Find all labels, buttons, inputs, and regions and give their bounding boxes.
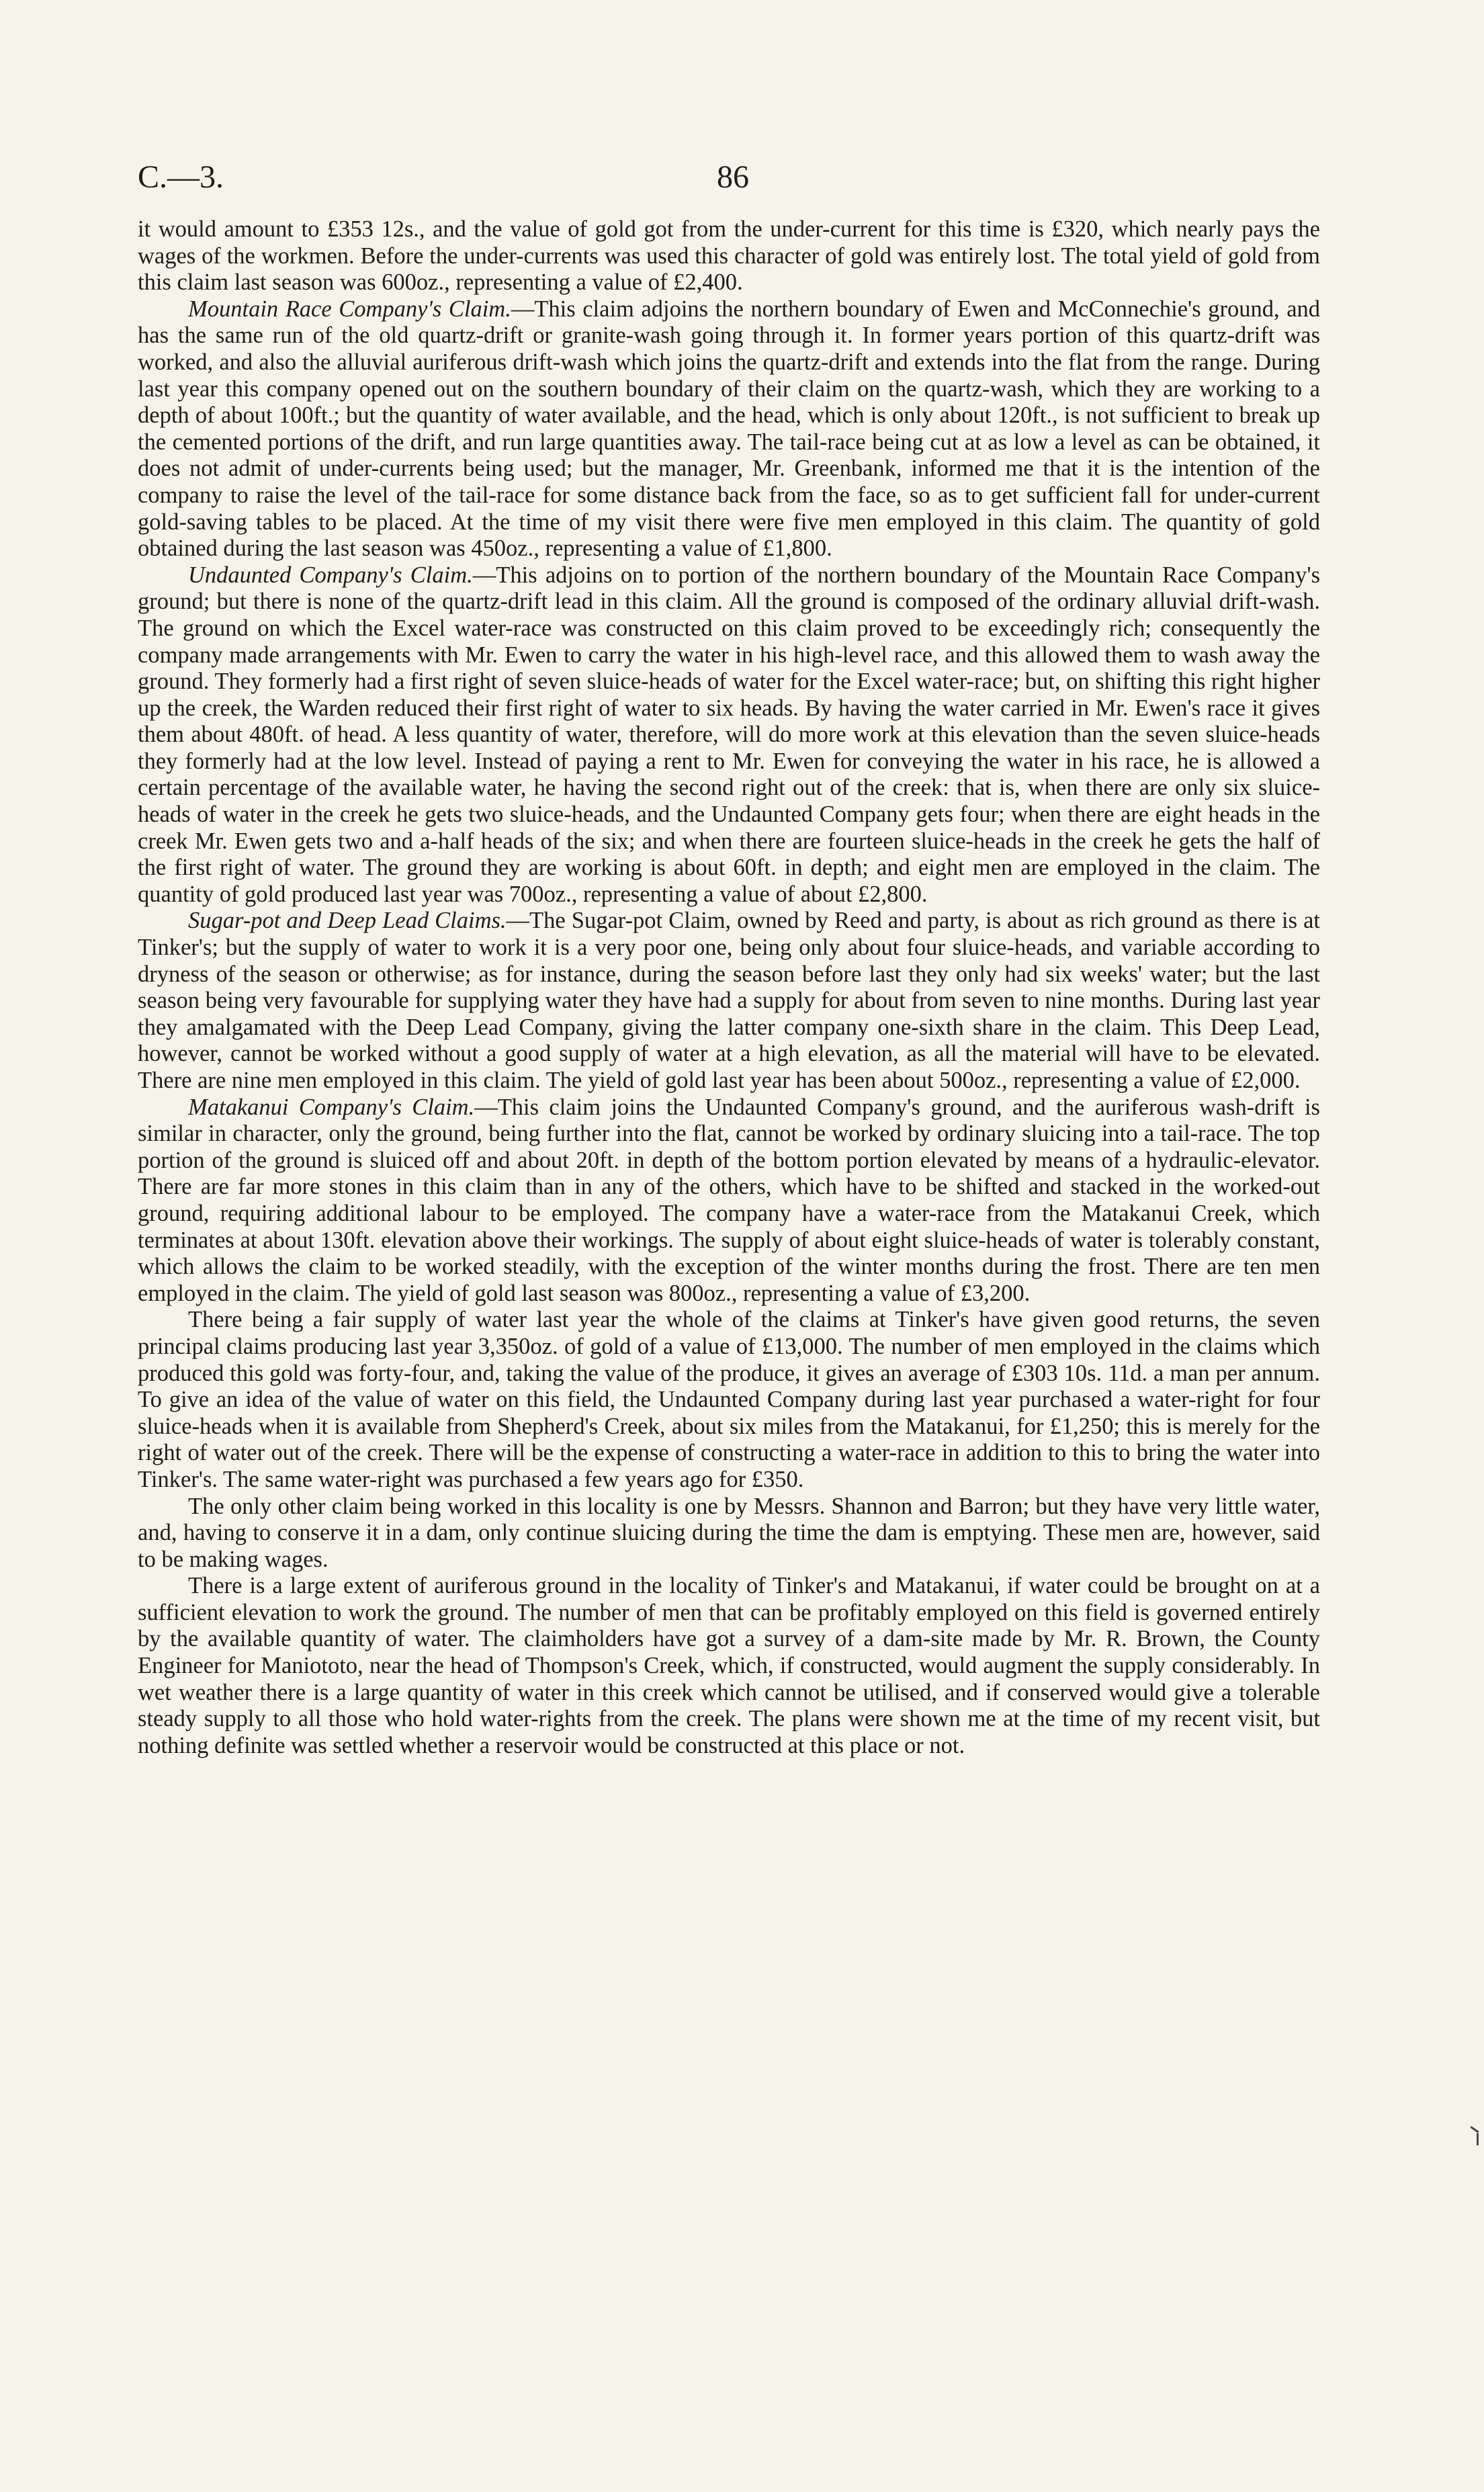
scan-mark <box>1477 2133 1479 2145</box>
section-heading: Matakanui Company's Claim. <box>188 1094 475 1120</box>
paragraph-text: —This adjoins on to portion of the northern boundary of the Mountain Race Company's ground; but there is none of the quartz-drift lead in this claim. All the ground is composed of the ordinary alluvial drift-wash. The ground on which the Excel water-race was constructed on this claim proved to be exceedingly rich; consequently the company made arrangements with Mr. Ewen to carry the water in his high-level race, and this allowed them to wash away the ground. They formerly had a first right of seven sluice-heads of water for the Excel water-race; but, on shifting this right higher up the creek, the Warden reduced their first right of water to six heads. By having the water carried in Mr. Ewen's race it gives them about 480ft. of head. A less quantity of water, therefore, will do more work at this elevation than the seven sluice-heads they formerly had at the low level. Instead of paying a rent to Mr. Ewen for conveying the water in his race, he is allowed a certain percentage of the available water, he having the second right out of the creek: that is, when there are only six sluice-heads of water in the creek he gets two sluice-heads, and the Undaunted Company gets four; when there are eight heads in the creek Mr. Ewen gets two and a-half heads of the six; and when there are fourteen sluice-heads in the creek he gets the half of the first right of water. The ground they are working is about 60ft. in depth; and eight men are employed in the claim. The quantity of gold produced last year was 700oz., representing a value of about £2,800. <box>138 562 1321 907</box>
section-heading: Undaunted Company's Claim. <box>188 562 473 588</box>
paragraph-continuation <box>138 216 1320 296</box>
paragraph-text: There being a fair supply of water last year the whole of the claims at Tinker's have given good returns, the seven principal claims producing last year 3,350oz. of gold of a value of £13,000. The number of men employed in the claims which produced this gold was forty-four, and, taking the value of the produce, it gives an average of £303 10s. 11d. a man per annum. To give an idea of the value of water on this field, the Undaunted Company during last year purchased a water-right for four sluice-heads when it is available from Shepherd's Creek, about six miles from the Matakanui, for £1,250; this is merely for the right of water out of the creek. There will be the expense of constructing a water-race in addition to this to bring the water into Tinker's. The same water-right was purchased a few years ago for £350. <box>138 1307 1320 1492</box>
paragraph-text: There is a large extent of auriferous ground in the locality of Tinker's and Matakanui, if water could be brought on at a sufficient elevation to work the ground. The number of men that can be profitably employed on this field is governed entirely by the available quantity of water. The claimholders have got a survey of a dam-site made by Mr. R. Brown, the County Engineer for Maniototo, near the head of Thompson's Creek, which, if constructed, would augment the supply considerably. In wet weather there is a large quantity of water in this creek which cannot be utilised, and if conserved would give a tolerable steady supply to all those who hold water-rights from the creek. The plans were shown me at the time of my recent visit, but nothing definite was settled whether a reservoir would be constructed at this place or not. <box>138 1573 1320 1758</box>
section-heading: Sugar-pot and Deep Lead Claims. <box>188 908 507 934</box>
paragraph-matakanui <box>138 1094 1320 1307</box>
document-reference: C.—3. <box>138 159 224 195</box>
report-body <box>138 216 1320 1759</box>
paragraph-text: —This claim joins the Undaunted Company's ground, and the auriferous wash-drift is similar in character, only the ground, being further into the flat, cannot be worked by ordinary sluicing into a tail-race. The top portion of the ground is sluiced off and about 20ft. in depth of the bottom portion elevated by means of a hydraulic-elevator. There are far more stones in this claim than in any of the others, which have to be shifted and stacked in the worked-out ground, requiring additional labour to be employed. The company have a water-race from the Matakanui Creek, which terminates at about 130ft. elevation above their workings. The supply of about eight sluice-heads of water is tolerably constant, which allows the claim to be worked steadily, with the exception of the winter months during the frost. There are ten men employed in the claim. The yield of gold last season was 800oz., representing a value of £3,200. <box>138 1094 1320 1306</box>
paragraph-text: —The Sugar-pot Claim, owned by Reed and party, is about as rich ground as there is at Tinker's; but the supply of water to work it is a very poor one, being only about four sluice-heads, and variable according to dryness of the season or otherwise; as for instance, during the season before last they only had six weeks' water; but the last season being very favourable for supplying water they have had a supply for about from seven to nine months. During last year they amalgamated with the Deep Lead Company, giving the latter company one-sixth share in the claim. This Deep Lead, however, cannot be worked without a good supply of water at a high elevation, as all the material will have to be elevated. There are nine men employed in this claim. The yield of gold last year has been about 500oz., representing a value of £2,000. <box>138 908 1320 1093</box>
paragraph-text: The only other claim being worked in this locality is one by Messrs. Shannon and Barron; but they have very little water, and, having to conserve it in a dam, only continue sluicing during the time the dam is emptying. These men are, however, said to be making wages. <box>138 1493 1320 1572</box>
scan-mark <box>1470 2126 1479 2133</box>
paragraph-text: —This claim adjoins the northern boundary of Ewen and McConnechie's ground, and has the same run of the old quartz-drift or granite-wash going through it. In former years portion of this quartz-drift was worked, and also the alluvial auriferous drift-wash which joins the quartz-drift and extends into the flat from the range. During last year this company opened out on the southern boundary of their claim on the quartz-wash, which they are working to a depth of about 100ft.; but the quantity of water available, and the head, which is only about 120ft., is not sufficient to break up the cemented portions of the drift, and run large quantities away. The tail-race being cut at as low a level as can be obtained, it does not admit of under-currents being used; but the manager, Mr. Greenbank, informed me that it is the intention of the company to raise the level of the tail-race for some distance back from the face, so as to get sufficient fall for under-current gold-saving tables to be placed. At the time of my visit there were five men employed in this claim. The quantity of gold obtained during the last season was 450oz., representing a value of £1,800. <box>138 296 1321 562</box>
paragraph-summary <box>138 1307 1320 1493</box>
page-number: 86 <box>717 159 749 195</box>
paragraph-mountain-race <box>138 296 1320 562</box>
paragraph-text: it would amount to £353 12s., and the value of gold got from the under-current for this time is £320, which nearly pays the wages of the workmen. Before the under-currents was used this character of gold was entirely lost. The total yield of gold from this claim last season was 600oz., representing a value of £2,400. <box>138 216 1320 296</box>
section-heading: Mountain Race Company's Claim. <box>188 296 511 322</box>
paragraph-sugar-pot <box>138 908 1320 1094</box>
paragraph-auriferous-ground <box>138 1573 1320 1759</box>
paragraph-undaunted <box>138 562 1320 908</box>
paragraph-other-claim <box>138 1494 1320 1574</box>
page-header <box>138 159 1320 206</box>
